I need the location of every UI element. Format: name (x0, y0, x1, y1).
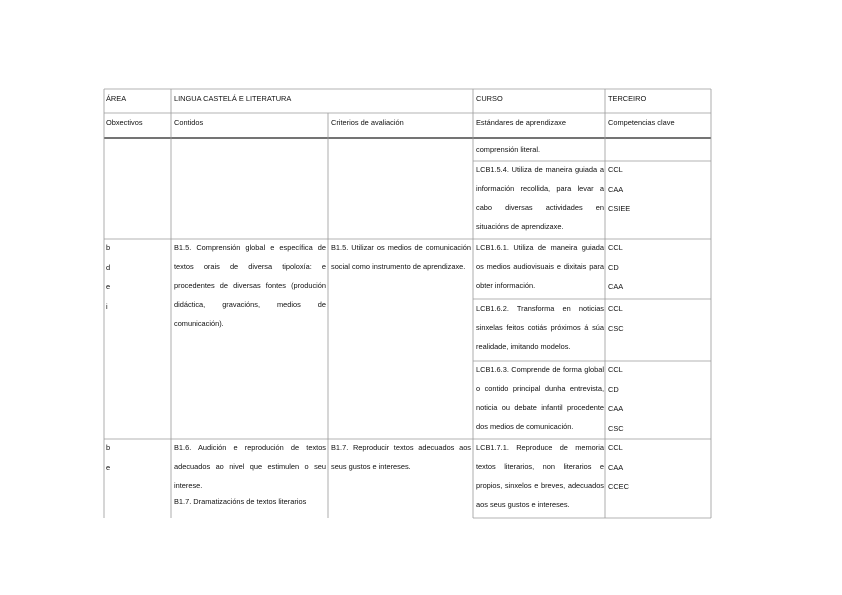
objective-code: b (106, 243, 111, 252)
competency-code: CCL (608, 443, 623, 452)
standard-text: LCB1.6.3. Comprende de forma global o contido principal dunha entrevista, noticia ou debate infantil procedente dos medios de comunicación. (476, 365, 604, 431)
objective-list (106, 238, 166, 316)
competency-code: CCEC (608, 482, 629, 491)
competency-code: CAA (608, 462, 624, 472)
standard-text: comprensión literal. (476, 145, 541, 154)
competency-code: CSC (608, 323, 624, 333)
standard-text: LCB1.5.4. Utiliza de maneira guiada a información recollida, para levar a cabo diversas actividades en situacións de aprendizaxe. (476, 165, 604, 231)
criteria-text: B1.7. Reproducir textos adecuados aos seus gustos e intereses. (331, 443, 471, 471)
competency-code: CD (608, 384, 619, 394)
objective-code: b (106, 443, 111, 452)
content-text: B1.7. Dramatizacións de textos literarios (174, 497, 307, 506)
competency-list (608, 438, 708, 497)
area-label: ÁREA (106, 94, 127, 103)
standard-text: LCB1.6.2. Transforma en noticias sinxelas feitos cotiás próximos á súa realidade, imitando modelos. (476, 304, 604, 351)
area-value: LINGUA CASTELÁ E LITERATURA (174, 94, 292, 103)
column-header-standards: Estándares de aprendizaxe (476, 118, 566, 127)
content-text: B1.5. Comprensión global e específica de textos orais de diversa tipoloxía: e procedentes de diversas fontes (produción didáctica, gravacións, medios de comunicación). (174, 243, 326, 328)
objective-list (106, 438, 166, 477)
competency-list (608, 160, 708, 219)
curso-label: CURSO (476, 94, 503, 103)
objective-code: d (106, 262, 111, 272)
competency-list (608, 299, 708, 338)
objective-code: e (106, 462, 111, 472)
competency-code: CCL (608, 365, 623, 374)
content-text: B1.6. Audición e reprodución de textos adecuados ao nivel que estimulen o seu interese. (174, 443, 326, 490)
competency-code: CCL (608, 243, 623, 252)
objective-code: e (106, 282, 111, 291)
criteria-text: B1.5. Utilizar os medios de comunicación social como instrumento de aprendizaxe. (331, 243, 471, 271)
curso-value: TERCEIRO (608, 94, 647, 103)
competency-code: CSIEE (608, 204, 631, 213)
competency-code: CAA (608, 282, 624, 291)
competency-code: CSC (608, 423, 624, 433)
objective-code: i (106, 301, 108, 311)
competency-code: CAA (608, 404, 624, 413)
column-header-objectives: Obxectivos (106, 118, 143, 127)
competency-code: CCL (608, 304, 623, 313)
competency-list (608, 238, 708, 297)
competency-code: CAA (608, 184, 624, 194)
column-header-contents: Contidos (174, 118, 204, 127)
column-header-competencies: Competencias clave (608, 118, 675, 127)
column-header-criteria: Criterios de avaliación (331, 118, 404, 127)
standard-text: LCB1.6.1. Utiliza de maneira guiada os medios audiovisuais e dixitais para obter información. (476, 243, 604, 290)
competency-code: CCL (608, 165, 623, 174)
competency-code: CD (608, 262, 619, 272)
competency-list (608, 360, 708, 438)
standard-text: LCB1.7.1. Reproduce de memoria textos literarios, non literarios e propios, sinxelos e breves, adecuados aos seus gustos e intereses. (476, 443, 604, 509)
